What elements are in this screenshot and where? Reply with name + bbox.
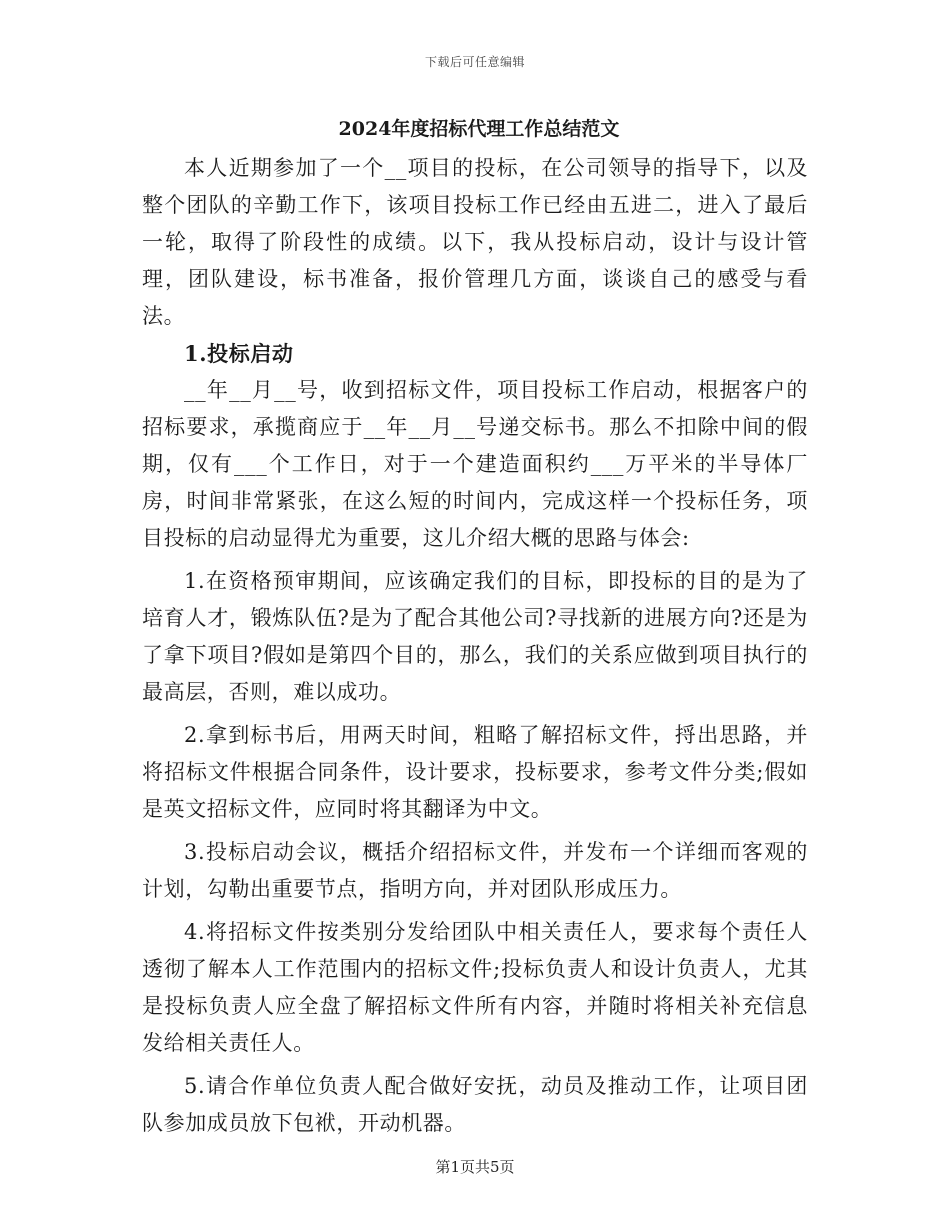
list-item-5: 5.请合作单位负责人配合做好安抚，动员及推动工作，让项目团队参加成员放下包袱，开动机器。 <box>142 1074 808 1135</box>
document-title: 2024年度招标代理工作总结范文 <box>338 118 620 140</box>
list-item-1: 1.在资格预审期间，应该确定我们的目标，即投标的目的是为了培育人才，锻炼队伍?是为了配合其他公司?寻找新的进展方向?还是为了拿下项目?假如是第四个目的，那么，我们的关系应做到项目执行的最高层，否则，难以成功。 <box>142 569 808 704</box>
document-body <box>142 112 808 1142</box>
section-paragraph: __年__月__号，收到招标文件，项目投标工作启动，根据客户的招标要求，承揽商应于__年__月__号递交标书。那么不扣除中间的假期，仅有___个工作日，对于一个建造面积约___万平米的半导体厂房，时间非常紧张，在这么短的时间内，完成这样一个投标任务，项目投标的启动显得尤为重要，这儿介绍大概的思路与体会: <box>142 378 808 550</box>
section-heading-bid-start: 1.投标启动 <box>184 341 294 366</box>
list-item-3: 3.投标启动会议，概括介绍招标文件，并发布一个详细而客观的计划，勾勒出重要节点，指明方向，并对团队形成压力。 <box>142 840 808 901</box>
intro-paragraph: 本人近期参加了一个__项目的投标，在公司领导的指导下，以及整个团队的辛勤工作下，该项目投标工作已经由五进二，进入了最后一轮，取得了阶段性的成绩。以下，我从投标启动，设计与设计管理，团队建设，标书准备，报价管理几方面，谈谈自己的感受与看法。 <box>142 156 808 328</box>
header-note: 下载后可任意编辑 <box>424 55 525 69</box>
list-item-4: 4.将招标文件按类别分发给团队中相关责任人，要求每个责任人透彻了解本人工作范围内的招标文件;投标负责人和设计负责人，尤其是投标负责人应全盘了解招标文件所有内容，并随时将相关补充信息发给相关责任人。 <box>142 920 808 1055</box>
page-indicator: 第1页共5页 <box>435 1158 515 1176</box>
list-item-2: 2.拿到标书后，用两天时间，粗略了解招标文件，捋出思路，并将招标文件根据合同条件，设计要求，投标要求，参考文件分类;假如是英文招标文件，应同时将其翻译为中文。 <box>142 723 808 821</box>
